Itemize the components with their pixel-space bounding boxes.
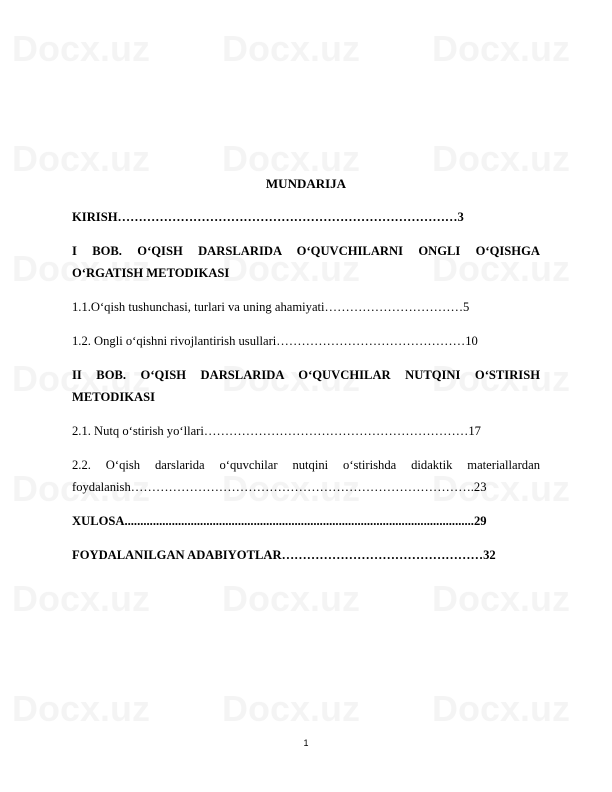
toc-entry-section-1-1: 1.1.O‘qish tushunchasi, turlari va uning ahamiyati……………………………5 (72, 300, 470, 314)
watermark-text (222, 28, 360, 70)
watermark-text (432, 688, 570, 730)
toc-entry-references: FOYDALANILGAN ADABIYOTLAR…………………………………………32 (72, 548, 496, 562)
watermark-text (222, 578, 360, 620)
watermark-text (12, 28, 150, 70)
watermark-text (222, 138, 360, 180)
watermark-text (222, 688, 360, 730)
page-number: 1 (303, 738, 309, 748)
watermark-text (12, 688, 150, 730)
table-of-contents (72, 176, 540, 578)
toc-entry-section-1-2: 1.2. Ongli o‘qishni rivojlantirish usullari………………………………………10 (72, 334, 478, 348)
watermark-text (12, 578, 150, 620)
toc-entry-section-2-1: 2.1. Nutq o‘stirish yo‘llari………………………………………………………17 (72, 424, 481, 438)
watermark-text (432, 138, 570, 180)
toc-entry-introduction: KIRISH………………………………………………………………………3 (72, 210, 464, 224)
toc-entry-section-2-2: 2.2. O‘qish darslarida o‘quvchilar nutqini o‘stirishda didaktik materiallardan foydalanish……………………………………………………………………….23 (72, 458, 540, 494)
toc-entry-conclusion: XULOSA...............................................................................................................29 (72, 514, 487, 528)
toc-entry-chapter-2: II BOB. O‘QISH DARSLARIDA O‘QUVCHILAR NUTQINI O‘STIRISH METODIKASI (72, 368, 540, 404)
watermark-text (12, 138, 150, 180)
watermark-text (432, 578, 570, 620)
watermark-text (432, 28, 570, 70)
toc-title: MUNDARIJA (265, 176, 347, 191)
toc-entry-chapter-1: I BOB. O‘QISH DARSLARIDA O‘QUVCHILARNI ONGLI O‘QISHGA O‘RGATISH METODIKASI (72, 244, 540, 280)
